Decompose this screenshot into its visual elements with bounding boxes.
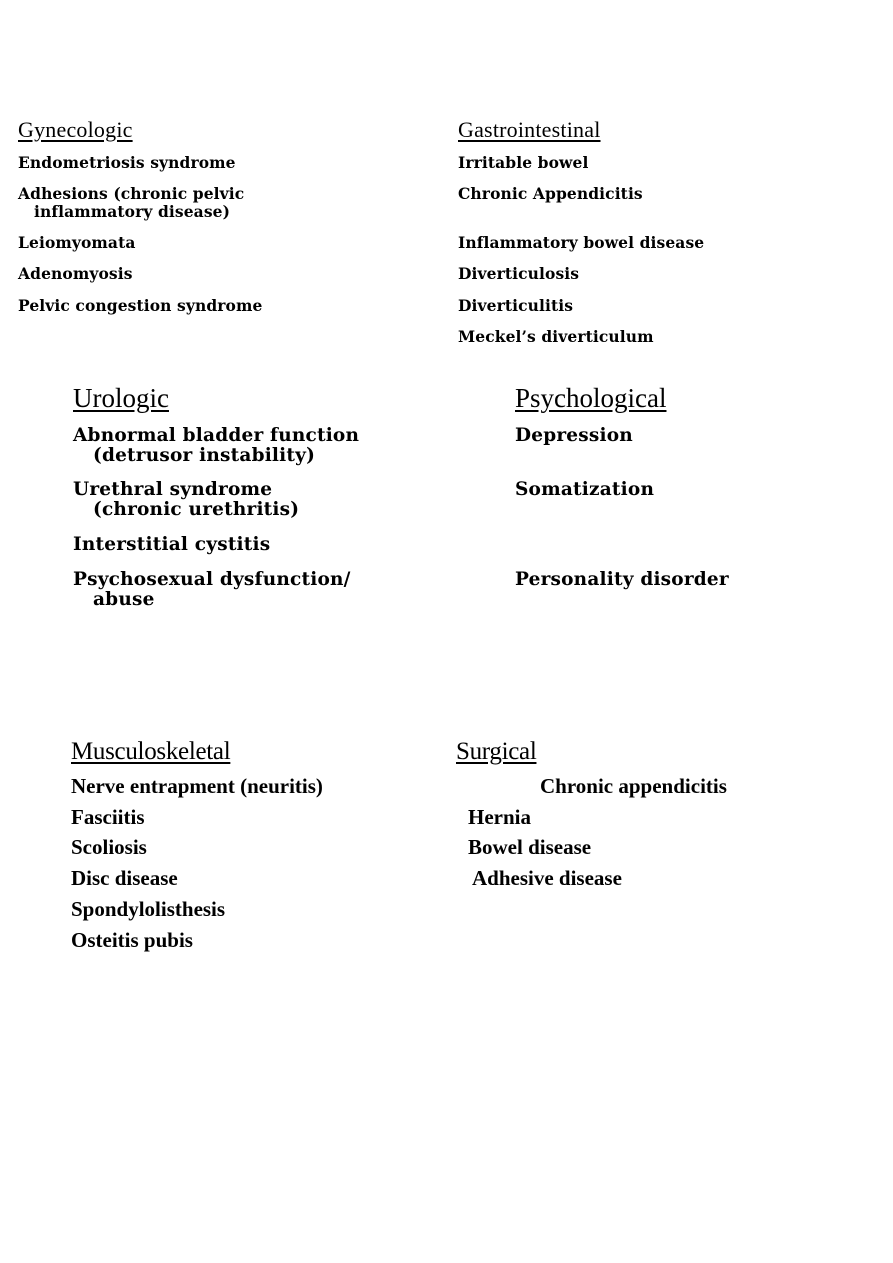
gynecologic-heading: Gynecologic <box>18 117 133 142</box>
list-item: Fasciitis <box>71 805 145 829</box>
list-item: Abnormal bladder function (detrusor instability) <box>73 425 360 466</box>
list-item: Hernia <box>468 805 531 829</box>
list-item: Osteitis pubis <box>71 928 193 952</box>
list-item: Pelvic congestion syndrome <box>18 296 263 315</box>
list-item: Personality disorder <box>515 569 729 590</box>
list-item: Leiomyomata <box>18 233 136 252</box>
list-item: Nerve entrapment (neuritis) <box>71 774 323 798</box>
list-item: Chronic appendicitis <box>540 774 727 798</box>
list-item: Psychosexual dysfunction/ abuse <box>73 569 351 610</box>
list-item: Diverticulitis <box>458 296 574 315</box>
list-item: Chronic Appendicitis <box>458 184 643 203</box>
gastrointestinal-section <box>458 117 878 357</box>
list-item: Inflammatory bowel disease <box>458 233 705 252</box>
gynecologic-section <box>18 117 438 327</box>
list-item: Meckel’s diverticulum <box>458 327 654 346</box>
list-item: Adhesions (chronic pelvic inflammatory disease) <box>18 184 245 221</box>
psychological-heading: Psychological <box>515 383 667 413</box>
list-item: Spondylolisthesis <box>71 897 226 921</box>
urologic-section <box>73 383 493 623</box>
urologic-heading: Urologic <box>73 383 169 413</box>
list-item: Adenomyosis <box>18 264 133 283</box>
list-item: Endometriosis syndrome <box>18 153 236 172</box>
list-item: Scoliosis <box>71 835 147 859</box>
list-item: Bowel disease <box>468 835 592 859</box>
list-item: Urethral syndrome (chronic urethritis) <box>73 479 300 520</box>
musculoskeletal-section <box>71 738 451 958</box>
psychological-section <box>515 383 885 603</box>
list-item: Interstitial cystitis <box>73 534 271 555</box>
gastrointestinal-heading: Gastrointestinal <box>458 117 601 142</box>
list-item: Irritable bowel <box>458 153 589 172</box>
surgical-heading: Surgical <box>456 738 537 765</box>
list-item: Depression <box>515 425 633 446</box>
list-item: Diverticulosis <box>458 264 580 283</box>
list-item: Somatization <box>515 479 655 500</box>
musculoskeletal-heading: Musculoskeletal <box>71 738 231 765</box>
surgical-section <box>456 738 876 908</box>
list-item: Adhesive disease <box>472 866 622 890</box>
list-item: Disc disease <box>71 866 178 890</box>
